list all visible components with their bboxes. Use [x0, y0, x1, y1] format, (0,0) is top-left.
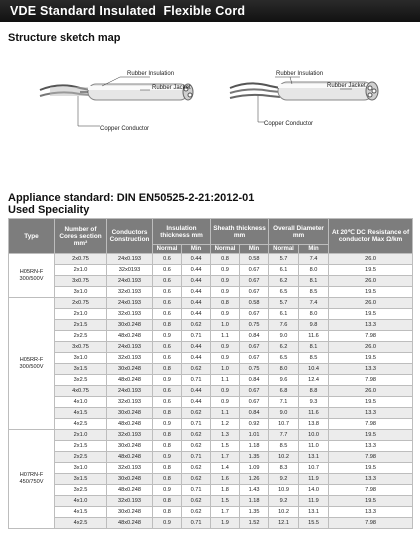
table-cell: 0.6 [153, 287, 182, 298]
table-row [9, 463, 413, 474]
table-cell: 0.67 [240, 265, 269, 276]
table-cell: 3x2.5 [55, 375, 107, 386]
table-cell: 8.5 [299, 353, 329, 364]
table-cell: 19.5 [329, 496, 413, 507]
table-cell: 1.5 [211, 496, 240, 507]
table-cell: 10.0 [299, 430, 329, 441]
table-row [9, 518, 413, 529]
table-cell: 6.1 [269, 265, 299, 276]
table-cell: 11.0 [299, 441, 329, 452]
table-cell: 6.5 [269, 287, 299, 298]
table-cell: 2x2.5 [55, 331, 107, 342]
table-row [9, 419, 413, 430]
table-cell: 1.2 [211, 419, 240, 430]
table-cell: 7.7 [269, 430, 299, 441]
table-cell: 0.8 [153, 364, 182, 375]
table-cell: 0.67 [240, 287, 269, 298]
table-cell: 0.67 [240, 342, 269, 353]
table-cell: 0.6 [153, 298, 182, 309]
table-cell: 30x0.248 [107, 364, 153, 375]
table-cell: 14.0 [299, 485, 329, 496]
table-cell: 3x1.0 [55, 463, 107, 474]
type-voltage: 300/500V [19, 275, 44, 282]
table-row [9, 485, 413, 496]
table-row [9, 298, 413, 309]
type-voltage: 300/500V [19, 363, 44, 370]
table-cell: 19.5 [329, 397, 413, 408]
table-cell: 5.7 [269, 298, 299, 309]
table-cell: 48x0.248 [107, 518, 153, 529]
table-row [9, 342, 413, 353]
header-insulation: Insulation thickness mm [153, 219, 211, 245]
table-row [9, 353, 413, 364]
table-cell: 19.5 [329, 265, 413, 276]
table-cell: 9.6 [269, 375, 299, 386]
table-cell: 2x1.5 [55, 441, 107, 452]
table-cell: 2x0.75 [55, 254, 107, 265]
table-cell: 13.3 [329, 441, 413, 452]
table-cell: 0.44 [182, 276, 211, 287]
table-cell: 48x0.248 [107, 375, 153, 386]
table-cell: 0.6 [153, 276, 182, 287]
table-cell: 0.8 [153, 320, 182, 331]
type-name: H05RN-F [19, 268, 44, 275]
table-cell: 0.9 [153, 419, 182, 430]
table-cell: 10.2 [269, 507, 299, 518]
table-cell: 0.62 [182, 320, 211, 331]
table-cell: 0.9 [211, 265, 240, 276]
table-cell: 0.9 [211, 287, 240, 298]
table-row [9, 265, 413, 276]
table-cell: 1.52 [240, 518, 269, 529]
table-cell: 13.3 [329, 474, 413, 485]
header-diameter: Overall Diameter mm [269, 219, 329, 245]
table-cell: 8.1 [299, 342, 329, 353]
table-cell: 4x2.5 [55, 419, 107, 430]
table-cell: 3x1.0 [55, 287, 107, 298]
table-cell: 1.9 [211, 518, 240, 529]
table-cell: 0.71 [182, 375, 211, 386]
table-cell: 1.26 [240, 474, 269, 485]
table-cell: 0.62 [182, 441, 211, 452]
table-cell: 1.7 [211, 507, 240, 518]
table-cell: 7.98 [329, 485, 413, 496]
structure-sketch [0, 60, 420, 160]
table-cell: 0.8 [153, 507, 182, 518]
table-cell: 8.3 [269, 463, 299, 474]
label-rubber-insulation-left: Rubber Insulation [127, 71, 175, 77]
label-rubber-insulation-right: Rubber Insulation [276, 71, 324, 77]
table-cell: 0.8 [211, 298, 240, 309]
table-row [9, 331, 413, 342]
table-cell: 0.6 [153, 265, 182, 276]
table-cell: 0.44 [182, 265, 211, 276]
table-row [9, 375, 413, 386]
table-row [9, 254, 413, 265]
table-cell: 48x0.248 [107, 331, 153, 342]
table-cell: 30x0.248 [107, 474, 153, 485]
table-cell: 26.0 [329, 342, 413, 353]
table-cell: 2x1.0 [55, 430, 107, 441]
table-cell: 1.3 [211, 430, 240, 441]
table-cell: 8.1 [299, 276, 329, 287]
table-cell: 0.9 [153, 375, 182, 386]
table-cell: 2x1.0 [55, 265, 107, 276]
table-cell: 0.58 [240, 298, 269, 309]
table-cell: 12.1 [269, 518, 299, 529]
table-cell: 0.44 [182, 397, 211, 408]
table-cell: 2x0.75 [55, 298, 107, 309]
table-cell: 24x0.193 [107, 298, 153, 309]
table-row [9, 496, 413, 507]
table-cell: 0.71 [182, 452, 211, 463]
table-cell: 13.1 [299, 452, 329, 463]
table-cell: 7.1 [269, 397, 299, 408]
table-cell: 7.6 [269, 320, 299, 331]
table-cell: 6.5 [269, 353, 299, 364]
label-copper-conductor-right: Copper Conductor [264, 121, 314, 127]
header-insulation-min: Min [182, 245, 211, 254]
table-cell: 0.62 [182, 507, 211, 518]
table-cell: 4x1.5 [55, 408, 107, 419]
table-cell: 11.9 [299, 474, 329, 485]
table-cell: 24x0.193 [107, 386, 153, 397]
table-cell: 7.98 [329, 331, 413, 342]
table-cell: 7.4 [299, 254, 329, 265]
table-cell: 1.1 [211, 375, 240, 386]
table-cell: 8.8 [299, 386, 329, 397]
table-cell: 32x0.193 [107, 430, 153, 441]
table-cell: 0.9 [211, 309, 240, 320]
label-rubber-jacket-left: Rubber Jacket [152, 85, 191, 91]
table-cell: 7.4 [299, 298, 329, 309]
table-cell: 32x0193 [107, 265, 153, 276]
table-row [9, 441, 413, 452]
table-cell: 0.62 [182, 496, 211, 507]
table-cell: 1.09 [240, 463, 269, 474]
table-cell: 0.71 [182, 331, 211, 342]
table-cell: 7.98 [329, 419, 413, 430]
header-cores: Number of Cores section mm² [55, 219, 107, 254]
table-cell: 9.2 [269, 474, 299, 485]
table-cell: 26.0 [329, 386, 413, 397]
table-cell: 32x0.193 [107, 496, 153, 507]
table-cell: 24x0.193 [107, 254, 153, 265]
table-cell: 0.9 [211, 353, 240, 364]
table-cell: 0.62 [182, 463, 211, 474]
table-cell: 0.71 [182, 419, 211, 430]
table-cell: 15.5 [299, 518, 329, 529]
table-cell: 1.0 [211, 364, 240, 375]
table-cell: 4x1.0 [55, 496, 107, 507]
table-cell: 4x2.5 [55, 518, 107, 529]
table-cell: 9.0 [269, 331, 299, 342]
table-cell: 0.8 [153, 496, 182, 507]
table-cell: 4x0.75 [55, 386, 107, 397]
table-cell: 2x2.5 [55, 452, 107, 463]
table-cell: 0.67 [240, 397, 269, 408]
table-cell: 0.9 [211, 386, 240, 397]
type-cell [9, 254, 55, 298]
table-cell: 8.5 [299, 287, 329, 298]
table-cell: 32x0.193 [107, 287, 153, 298]
table-cell: 0.9 [153, 452, 182, 463]
header-sheath-min: Min [240, 245, 269, 254]
table-cell: 8.0 [269, 364, 299, 375]
table-cell: 0.44 [182, 298, 211, 309]
table-cell: 0.6 [153, 386, 182, 397]
table-cell: 0.67 [240, 386, 269, 397]
table-cell: 13.1 [299, 507, 329, 518]
table-cell: 3x1.5 [55, 364, 107, 375]
table-cell: 0.84 [240, 331, 269, 342]
table-row [9, 364, 413, 375]
header-sheath: Sheath thickness mm [211, 219, 269, 245]
spec-table-body [9, 254, 413, 529]
table-cell: 0.9 [211, 276, 240, 287]
type-cell [9, 298, 55, 430]
table-cell: 1.1 [211, 331, 240, 342]
table-cell: 0.92 [240, 419, 269, 430]
used-speciality: Used Speciality [8, 204, 90, 216]
table-cell: 0.6 [153, 397, 182, 408]
table-cell: 10.7 [269, 419, 299, 430]
table-cell: 1.01 [240, 430, 269, 441]
spec-table [8, 218, 413, 529]
table-cell: 0.44 [182, 353, 211, 364]
table-cell: 0.58 [240, 254, 269, 265]
table-cell: 6.2 [269, 342, 299, 353]
table-cell: 3x1.5 [55, 474, 107, 485]
table-cell: 30x0.248 [107, 408, 153, 419]
table-cell: 0.6 [153, 254, 182, 265]
table-cell: 0.84 [240, 408, 269, 419]
table-cell: 1.18 [240, 441, 269, 452]
table-cell: 1.35 [240, 452, 269, 463]
table-cell: 13.3 [329, 507, 413, 518]
table-cell: 0.67 [240, 309, 269, 320]
table-cell: 1.4 [211, 463, 240, 474]
table-cell: 7.98 [329, 452, 413, 463]
table-cell: 1.0 [211, 320, 240, 331]
table-cell: 3x2.5 [55, 485, 107, 496]
sketch-title: Structure sketch map [8, 32, 121, 44]
table-cell: 13.3 [329, 320, 413, 331]
table-cell: 1.8 [211, 485, 240, 496]
table-row [9, 452, 413, 463]
table-cell: 9.2 [269, 496, 299, 507]
table-cell: 4x1.0 [55, 397, 107, 408]
table-row [9, 309, 413, 320]
table-cell: 24x0.193 [107, 342, 153, 353]
header-construction: Conductors Construction [107, 219, 153, 254]
table-cell: 0.71 [182, 518, 211, 529]
type-name: H07RN-F [19, 472, 44, 478]
table-cell: 30x0.248 [107, 507, 153, 518]
table-cell: 0.8 [153, 463, 182, 474]
table-cell: 10.9 [269, 485, 299, 496]
table-cell: 12.4 [299, 375, 329, 386]
header-insulation-normal: Normal [153, 245, 182, 254]
table-cell: 0.44 [182, 254, 211, 265]
table-cell: 0.75 [240, 320, 269, 331]
type-voltage: 450/750V [19, 479, 44, 485]
table-cell: 3x1.0 [55, 353, 107, 364]
page-title: VDE Standard Insulated Flexible Cord [0, 0, 420, 22]
table-cell: 1.6 [211, 474, 240, 485]
cable-diagram [0, 60, 420, 160]
table-cell: 13.3 [329, 364, 413, 375]
table-cell: 2x1.5 [55, 320, 107, 331]
table-cell: 8.5 [269, 441, 299, 452]
table-cell: 8.0 [299, 265, 329, 276]
table-cell: 0.44 [182, 287, 211, 298]
table-cell: 32x0.193 [107, 397, 153, 408]
table-cell: 0.6 [153, 353, 182, 364]
table-cell: 0.8 [153, 430, 182, 441]
appliance-standard: Appliance standard: DIN EN50525-2-21:2012-01 [8, 192, 255, 204]
table-cell: 0.8 [153, 408, 182, 419]
type-name: H05RR-F [19, 356, 44, 363]
table-cell: 6.2 [269, 276, 299, 287]
header-sheath-normal: Normal [211, 245, 240, 254]
table-cell: 0.62 [182, 430, 211, 441]
table-cell: 10.7 [299, 463, 329, 474]
table-cell: 1.18 [240, 496, 269, 507]
table-cell: 48x0.248 [107, 419, 153, 430]
table-cell: 26.0 [329, 298, 413, 309]
table-cell: 0.71 [182, 485, 211, 496]
table-cell: 19.5 [329, 287, 413, 298]
table-cell: 0.84 [240, 375, 269, 386]
table-cell: 19.5 [329, 430, 413, 441]
table-cell: 0.67 [240, 276, 269, 287]
table-cell: 30x0.248 [107, 441, 153, 452]
table-cell: 0.62 [182, 474, 211, 485]
table-cell: 0.44 [182, 342, 211, 353]
table-cell: 0.6 [153, 309, 182, 320]
table-cell: 19.5 [329, 463, 413, 474]
table-cell: 26.0 [329, 254, 413, 265]
table-row [9, 507, 413, 518]
table-cell: 0.44 [182, 386, 211, 397]
table-row [9, 320, 413, 331]
table-row [9, 287, 413, 298]
table-cell: 19.5 [329, 309, 413, 320]
table-cell: 1.5 [211, 441, 240, 452]
table-cell: 3x0.75 [55, 342, 107, 353]
table-cell: 0.6 [153, 342, 182, 353]
table-cell: 7.98 [329, 375, 413, 386]
table-cell: 0.8 [153, 474, 182, 485]
table-cell: 5.7 [269, 254, 299, 265]
table-cell: 1.43 [240, 485, 269, 496]
table-cell: 0.44 [182, 309, 211, 320]
table-cell: 1.35 [240, 507, 269, 518]
header-type: Type [9, 219, 55, 254]
table-cell: 32x0.193 [107, 463, 153, 474]
table-cell: 10.2 [269, 452, 299, 463]
table-cell: 0.8 [211, 254, 240, 265]
table-cell: 0.9 [153, 485, 182, 496]
table-cell: 11.9 [299, 496, 329, 507]
table-cell: 7.98 [329, 518, 413, 529]
table-cell: 0.62 [182, 364, 211, 375]
type-cell [9, 430, 55, 529]
table-cell: 3x0.75 [55, 276, 107, 287]
table-cell: 1.1 [211, 408, 240, 419]
table-cell: 1.7 [211, 452, 240, 463]
table-cell: 48x0.248 [107, 485, 153, 496]
table-cell: 32x0.193 [107, 353, 153, 364]
standard-info [8, 192, 254, 216]
table-cell: 2x1.0 [55, 309, 107, 320]
table-cell: 11.6 [299, 408, 329, 419]
table-cell: 13.8 [299, 419, 329, 430]
table-cell: 32x0.193 [107, 309, 153, 320]
table-cell: 9.0 [269, 408, 299, 419]
table-cell: 4x1.5 [55, 507, 107, 518]
table-cell: 48x0.248 [107, 452, 153, 463]
table-cell: 0.9 [211, 397, 240, 408]
table-cell: 6.1 [269, 309, 299, 320]
label-copper-conductor-left: Copper Conductor [100, 126, 150, 132]
table-cell: 0.8 [153, 441, 182, 452]
label-rubber-jacket-right: Rubber Jacket [327, 83, 366, 89]
table-cell: 6.8 [269, 386, 299, 397]
table-cell: 0.67 [240, 353, 269, 364]
table-row [9, 386, 413, 397]
table-row [9, 397, 413, 408]
table-row [9, 474, 413, 485]
table-cell: 0.75 [240, 364, 269, 375]
table-cell: 0.62 [182, 408, 211, 419]
table-cell: 26.0 [329, 276, 413, 287]
table-cell: 24x0.193 [107, 276, 153, 287]
header-diameter-normal: Normal [269, 245, 299, 254]
table-cell: 13.3 [329, 408, 413, 419]
table-cell: 0.9 [153, 331, 182, 342]
table-cell: 11.6 [299, 331, 329, 342]
table-cell: 8.0 [299, 309, 329, 320]
table-cell: 19.5 [329, 353, 413, 364]
table-row [9, 276, 413, 287]
table-cell: 9.3 [299, 397, 329, 408]
header-resistance: At 20℃ DC Resistance of conductor Max Ω/km [329, 219, 413, 254]
table-cell: 30x0.248 [107, 320, 153, 331]
header-diameter-min: Min [299, 245, 329, 254]
table-cell: 10.4 [299, 364, 329, 375]
table-cell: 9.8 [299, 320, 329, 331]
table-row [9, 430, 413, 441]
table-cell: 0.9 [153, 518, 182, 529]
table-row [9, 408, 413, 419]
table-cell: 0.9 [211, 342, 240, 353]
